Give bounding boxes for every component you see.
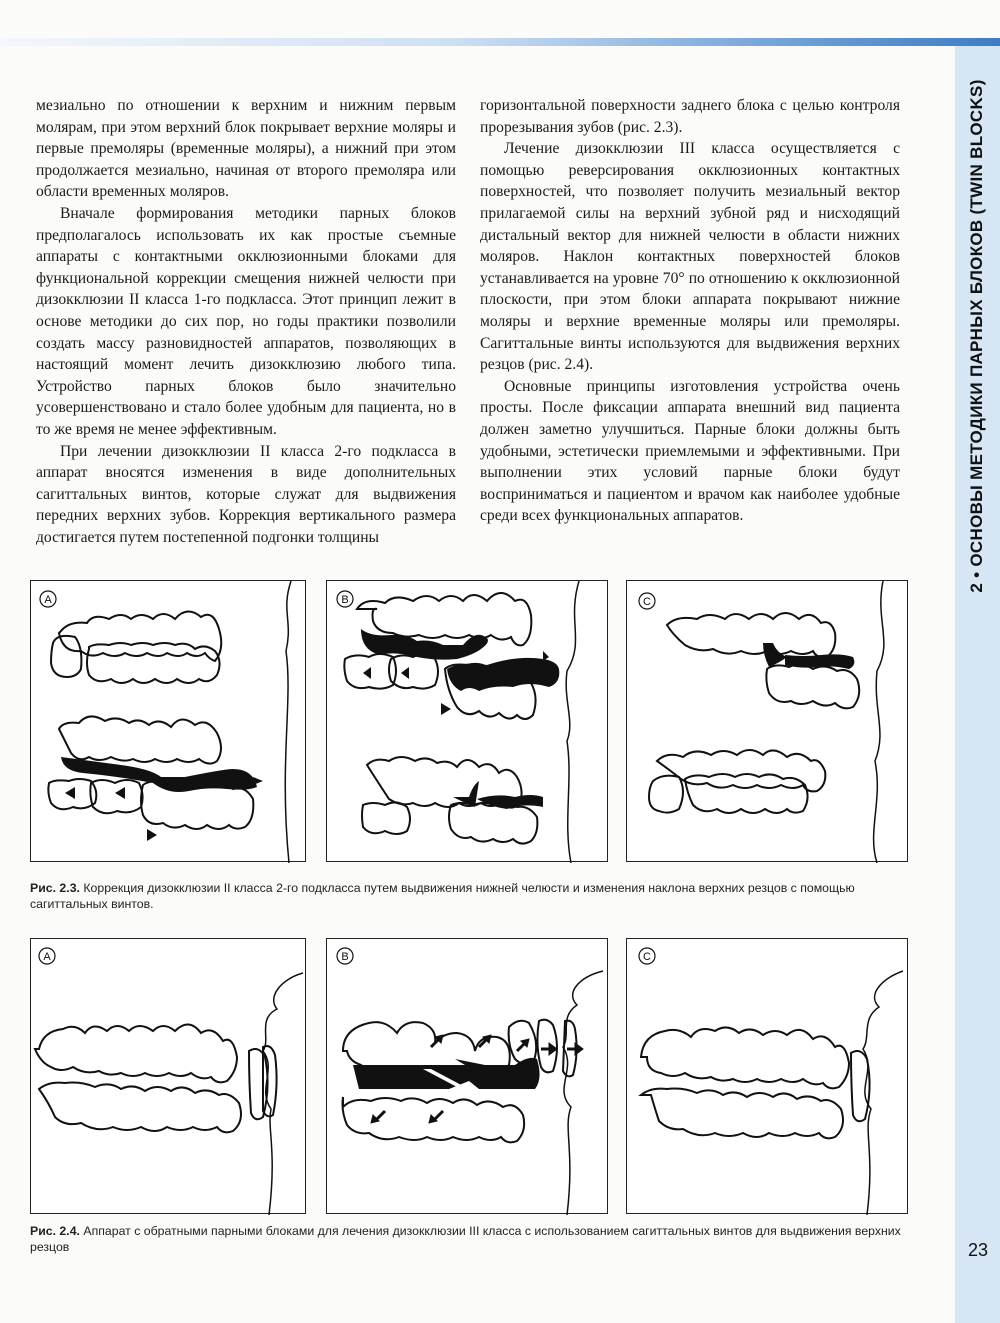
paragraph: Основные принципы изготовления устройства очень просты. После фиксации аппарата внешний вид пациента должен заметно улучшиться. Парные блоки должны быть удобными, эстетически приемлемыми и эффективными. При выполнении этих условий парные блоки будут восприниматься и пациентом и врачом как наиболее удобные среди всех функциональных аппаратов. xyxy=(480,377,900,525)
paragraph: При лечении дизокклюзии II класса 2-го подкласса в аппарат вносятся изменения в виде дополнительных сагиттальных винтов, которые служат для выдвижения передних верхних зубов. Коррекция вертикального размера достигается путем постепенной подгонки толщины xyxy=(36,442,456,546)
figure-2-3-panel-c xyxy=(626,580,908,862)
dental-diagram xyxy=(327,939,609,1215)
panel-label: C xyxy=(643,951,651,963)
caption-text: Аппарат с обратными парными блоками для лечения дизокклюзии III класса с использованием сагиттальных винтов для выдвижения верхних резцов xyxy=(30,1224,901,1254)
figure-2-4-panel-c xyxy=(626,938,908,1214)
figure-2-4-caption xyxy=(30,1223,910,1255)
chapter-title: 2 • ОСНОВЫ МЕТОДИКИ ПАРНЫХ БЛОКОВ (TWIN BLOCKS) xyxy=(967,79,986,593)
figure-2-3-panel-a xyxy=(30,580,306,862)
dental-diagram xyxy=(627,939,909,1215)
caption-label: Рис. 2.3. xyxy=(30,881,80,895)
caption-label: Рис. 2.4. xyxy=(30,1224,80,1238)
panel-label: B xyxy=(341,594,349,606)
text-column-left xyxy=(36,95,456,548)
page-number: 23 xyxy=(967,1240,989,1260)
paragraph: Лечение дизокклюзии III класса осуществляется с помощью реверсирования окклюзионных контактных поверхностей, что позволяет получить мезиальный вектор прилагаемой силы на верхний зубной ряд и нисходящий дистальный вектор для нижней челюсти в области нижних моляров. Наклон контактных поверхностей блоков устанавливается на уровне 70° по отношению к окклюзионной плоскости, при этом блоки аппарата покрывают нижние моляры и верхние временные моляры или премоляры. Сагиттальные винты используются для выдвижения верхних резцов (рис. 2.4). xyxy=(480,140,900,374)
paragraph: мезиально по отношении к верхним и нижним первым молярам, при этом верхний блок покрывает верхние моляры и первые премоляры (временные моляры), а нижний при этом продолжается мезиально, начиная от второго премоляра или области временных моляров. xyxy=(36,97,456,201)
caption-text: Коррекция дизокклюзии II класса 2-го подкласса путем выдвижения нижней челюсти и изменения наклона верхних резцов с помощью сагиттальных винтов. xyxy=(30,881,855,911)
figure-2-3-caption xyxy=(30,880,910,912)
figure-2-4-panel-b xyxy=(326,938,608,1214)
top-accent-bar xyxy=(0,38,1000,46)
panel-label: A xyxy=(44,594,52,606)
dental-diagram xyxy=(627,581,909,863)
panel-label: B xyxy=(341,951,349,963)
paragraph: горизонтальной поверхности заднего блока с целью контроля прорезывания зубов (рис. 2.3). xyxy=(480,97,900,136)
figure-2-3-panel-b xyxy=(326,580,608,862)
figure-2-4-panel-a xyxy=(30,938,306,1214)
text-column-right xyxy=(480,95,900,527)
panel-label: C xyxy=(643,596,651,608)
dental-diagram xyxy=(31,581,307,863)
dental-diagram xyxy=(327,581,609,863)
dental-diagram xyxy=(31,939,307,1215)
panel-label: A xyxy=(43,951,51,963)
paragraph: Вначале формирования методики парных блоков предполагалось использовать их как простые съемные аппараты с контактными окклюзионными блоками для функциональной коррекции смещения нижней челюсти при дизокклюзии II класса 1-го подкласса. Этот принцип лежит в основе методики до сих пор, но годы практики позволили создать массу разновидностей аппаратов, позволяющих в настоящий момент лечить дизокклюзию любого типа. Устройство парных блоков было значительно усовершенствовано и стало более удобным для пациента, но в то же время не менее эффективным. xyxy=(36,204,456,438)
